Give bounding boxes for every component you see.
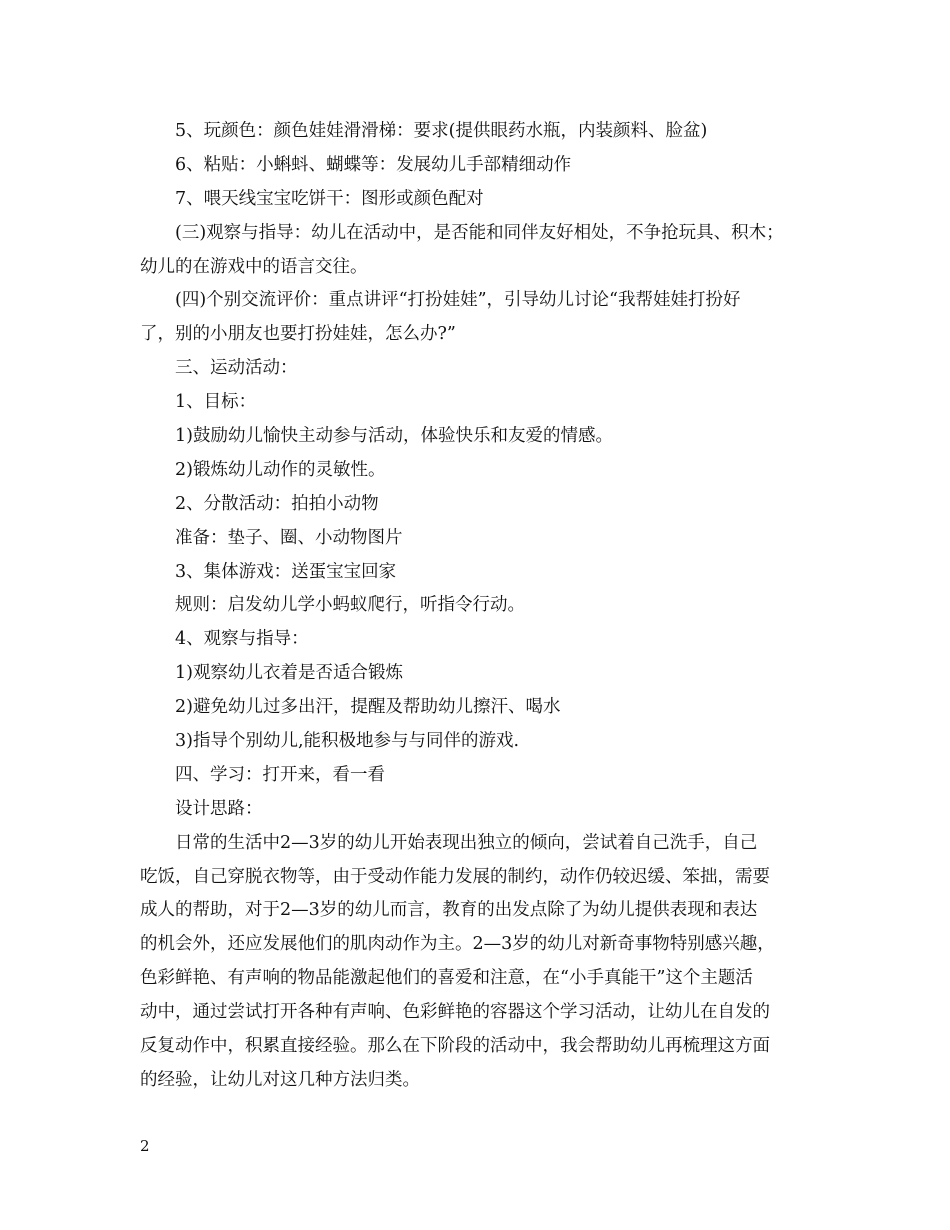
text-line: 4、观察与指导： xyxy=(175,629,309,650)
text-line: 幼儿的在游戏中的语言交往。 xyxy=(140,256,368,277)
text-line: 7、喂天线宝宝吃饼干：图形或颜色配对 xyxy=(175,188,484,209)
text-line: 日常的生活中2—3岁的幼儿开始表现出独立的倾向，尝试着自己洗手，自己 xyxy=(175,832,758,853)
text-line: 准备：垫子、圈、小动物图片 xyxy=(175,527,403,548)
text-line: 动中，通过尝试打开各种有声响、色彩鲜艳的容器这个学习活动，让幼儿在自发的 xyxy=(140,1002,770,1023)
text-line: 2)避免幼儿过多出汗，提醒及帮助幼儿擦汗、喝水 xyxy=(175,697,561,718)
document-body xyxy=(140,115,815,1098)
text-line: 1)观察幼儿衣着是否适合锻炼 xyxy=(175,663,403,684)
text-line: 5、玩颜色：颜色娃娃滑滑梯：要求(提供眼药水瓶，内装颜料、脸盆) xyxy=(175,121,708,141)
text-line: 色彩鲜艳、有声响的物品能激起他们的喜爱和注意，在“小手真能干”这个主题活 xyxy=(140,968,753,989)
text-line: (四)个别交流评价：重点讲评“打扮娃娃”，引导幼儿讨论“我帮娃娃打扮好 xyxy=(175,290,741,311)
text-line: 3)指导个别幼儿,能积极地参与与同伴的游戏. xyxy=(175,731,520,752)
page-number: 2 xyxy=(140,1137,150,1155)
section-heading: 四、学习：打开来，看一看 xyxy=(175,764,385,785)
text-line: 成人的帮助，对于2—3岁的幼儿而言，教育的出发点除了为幼儿提供表现和表达 xyxy=(140,900,758,921)
text-line: 了，别的小朋友也要打扮娃娃，怎么办?” xyxy=(140,324,456,345)
text-line: 的机会外，还应发展他们的肌肉动作为主。2—3岁的幼儿对新奇事物特别感兴趣， xyxy=(140,934,775,955)
text-line: 反复动作中，积累直接经验。那么在下阶段的活动中，我会帮助幼儿再梳理这方面 xyxy=(140,1036,770,1057)
text-line: 1、目标： xyxy=(175,392,257,413)
text-line: 2、分散活动：拍拍小动物 xyxy=(175,493,379,514)
text-line: 2)锻炼幼儿动作的灵敏性。 xyxy=(175,459,386,480)
text-line: 1)鼓励幼儿愉快主动参与活动，体验快乐和友爱的情感。 xyxy=(175,426,613,447)
section-heading: 三、运动活动： xyxy=(175,358,298,379)
text-line: 6、粘贴：小蝌蚪、蝴蝶等：发展幼儿手部精细动作 xyxy=(175,154,572,175)
text-line: 规则：启发幼儿学小蚂蚁爬行，听指令行动。 xyxy=(175,595,525,616)
text-line: 吃饭，自己穿脱衣物等，由于受动作能力发展的制约，动作仍较迟缓、笨拙，需要 xyxy=(140,866,770,887)
text-line: 3、集体游戏：送蛋宝宝回家 xyxy=(175,561,397,582)
text-line: 设计思路： xyxy=(175,798,263,819)
text-line: 的经验，让幼儿对这几种方法归类。 xyxy=(140,1069,420,1090)
text-line: (三)观察与指导：幼儿在活动中，是否能和同伴友好相处，不争抢玩具、积木； xyxy=(175,222,784,243)
